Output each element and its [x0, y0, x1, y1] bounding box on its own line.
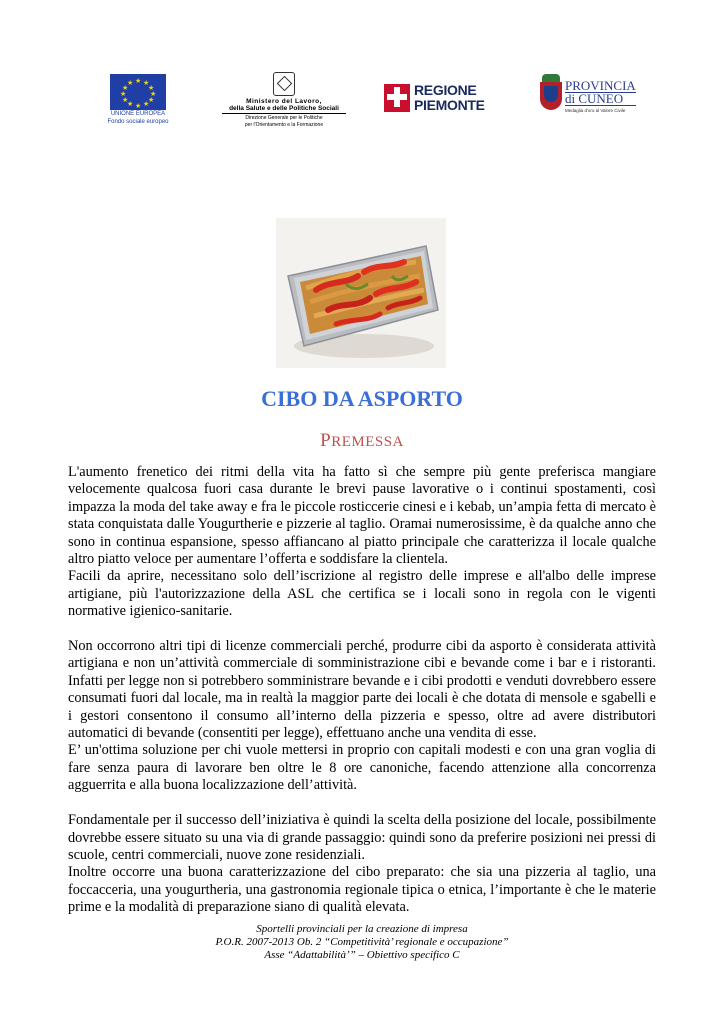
paragraph: Facili da aprire, necessitano solo dell’iscrizione al registro delle imprese e all'albo delle imprese artigiane, più l'autorizzazione della ASL che certifica se i locali sono in regola con le vigenti normative igienico-sanitarie. — [68, 568, 656, 620]
paragraph: Non occorrono altri tipi di licenze commerciali perché, produrre cibi da asporto è considerata attività artigiana e non un’attività commerciale di somministrazione cibi e bevande come i bar e i ristoranti. Infatti per legge non si potrebbero somministrare bevande e i cibi prodotti e venduti dovrebbero essere consumati fuori dal locale, ma in realtà la maggior parte dei locali è che dotata di mensole e sgabelli e i gestori consentono il consumo all’interno della pizzeria e spesso, oltre ad avere distributori automatici di bevande (consentiti per legge), effettuano anche una vendita di esse. — [68, 638, 656, 742]
page-title: CIBO DA ASPORTO — [261, 386, 463, 411]
ministero-text-1: Ministero del Lavoro, — [246, 98, 322, 105]
section-heading-rest: REMESSA — [331, 434, 404, 450]
cuneo-shield-icon — [540, 82, 562, 110]
page-footer — [0, 923, 724, 962]
section-heading-initial: P — [320, 430, 332, 451]
provincia-text — [565, 80, 636, 106]
provincia-text-1: PROVINCIA — [565, 78, 636, 93]
paragraph: E’ un'ottima soluzione per chi vuole mettersi in proprio con capitali modesti e con una gran voglia di fare senza paura di lavorare ben oltre le 8 ore canoniche, facendo attenzione alla concorrenza agguerrita e alla buona localizzazione dell’attività. — [68, 742, 656, 794]
ministero-text-4: per l'Orientamento e la Formazione — [244, 122, 324, 128]
piemonte-shield-icon — [384, 84, 410, 112]
eu-logo-text-1: UNIONE EUROPEA — [110, 111, 166, 117]
eu-logo-text-2: Fondo sociale europeo — [107, 119, 169, 125]
regione-text — [414, 83, 485, 113]
body-text — [68, 464, 656, 917]
italian-republic-emblem-icon — [273, 72, 295, 96]
footer-line-3: Asse “Adattabilità’” – Obiettivo specifico C — [264, 949, 460, 961]
regione-piemonte-logo — [384, 84, 494, 114]
ministero-text-3: Direzione Generale per le Politiche — [245, 115, 323, 121]
paragraph: Fondamentale per il successo dell’iniziativa è quindi la scelta della posizione del locale, possibilmente dovrebbe essere situato su una via di grande passaggio: quindi sono da preferire posizioni nei pressi di scuole, centri commerciali, nuove zone residenziali. — [68, 812, 656, 863]
eu-flag-icon: ★ ★ ★ ★ ★ ★ ★ ★ ★ ★ ★ ★ — [110, 74, 166, 110]
footer-line-1: Sportelli provinciali per la creazione di impresa — [256, 923, 468, 935]
logo-bar — [0, 70, 724, 130]
ministero-logo — [222, 72, 346, 128]
eu-logo — [104, 74, 172, 126]
crown-icon — [542, 74, 560, 82]
provincia-subtext: Medaglia d'oro al Valore Civile — [565, 108, 626, 113]
takeaway-food-tray-photo — [276, 218, 446, 368]
regione-text-1: REGIONE — [414, 82, 477, 98]
ministero-text-2: della Salute e delle Politiche Sociali — [222, 105, 346, 114]
provincia-text-2: di CUNEO — [565, 92, 636, 106]
regione-text-2: PIEMONTE — [414, 97, 485, 113]
provincia-cuneo-logo — [538, 74, 658, 122]
footer-line-2: P.O.R. 2007-2013 Ob. 2 “Competitività’ regionale e occupazione” — [215, 936, 509, 948]
paragraph: Inoltre occorre una buona caratterizzazione del cibo preparato: che sia una pizzeria al taglio, una foccacceria, una yougurtheria, una gastronomia regionale tipica o etnica, l’importante è che le materie prime e la modalità di preparazione siano di qualità elevata. — [68, 864, 656, 916]
section-heading — [0, 430, 724, 452]
paragraph: L'aumento frenetico dei ritmi della vita ha fatto sì che sempre più gente preferisca mangiare velocemente qualcosa fuori casa durante le brevi pause lavorative o i continui spostamenti, così impazza la moda del take away e fra le piccole rosticcerie cinesi e i kebab, un’ampia fetta di mercato è stata conquistata dalle Yougurtherie e pizzerie al taglio. Oramai numerosissime, è da qualche anno che sono in continua espansione, spesso affiancano al piatto principale che caratterizza il locale qualche altro piatto veloce per aumentare l’offerta e soddisfare la clientela. — [68, 464, 656, 568]
